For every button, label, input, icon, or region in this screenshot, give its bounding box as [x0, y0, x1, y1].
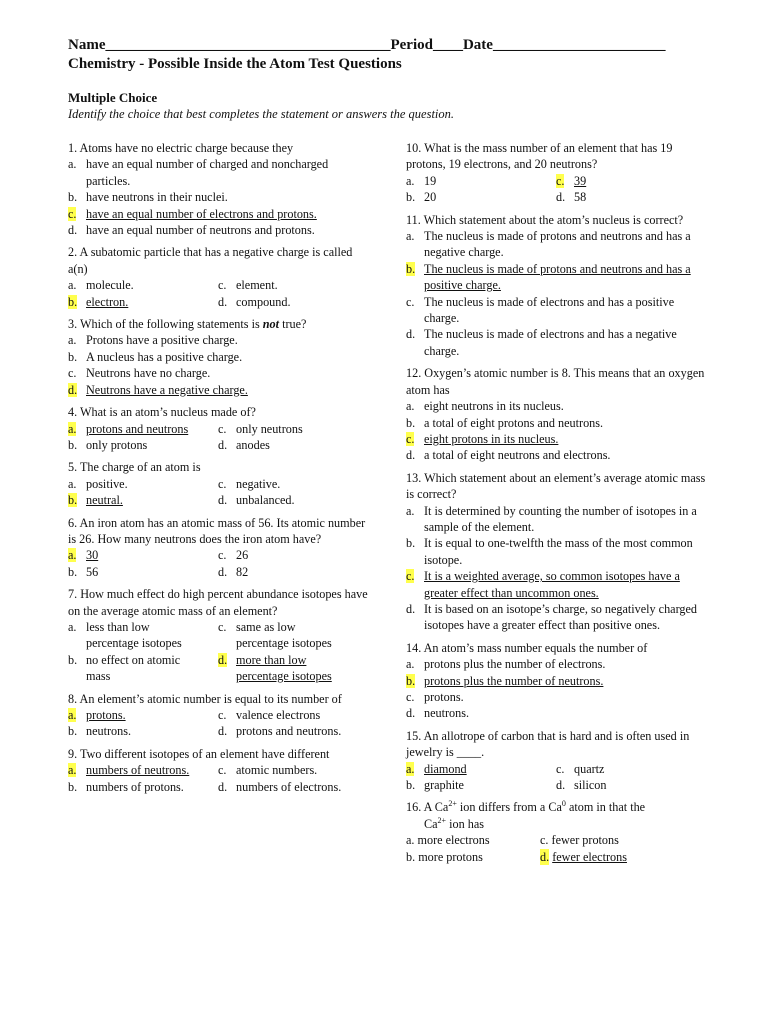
question-number: 4.: [68, 405, 78, 420]
question-stem: Which statement about the atom’s nucleus is correct?: [423, 212, 684, 227]
option-letter: d.: [406, 601, 416, 616]
option-text: diamond: [424, 761, 467, 776]
option-text: It is equal to one-twelfth the mass of the most common isotope.: [424, 536, 693, 567]
question-stem: An atom’s mass number equals the number of: [423, 640, 648, 655]
option-text: It is based on an isotope’s charge, so negatively charged isotopes have a greater effect than positive ones.: [424, 601, 698, 633]
question-number: 16.: [406, 800, 422, 815]
option-text: The nucleus is made of electrons and has a positive charge.: [424, 294, 675, 326]
option-d: [218, 492, 368, 508]
option-text: protons.: [424, 690, 464, 704]
option-text: silicon: [574, 778, 607, 793]
question-number: 1.: [68, 141, 78, 155]
option-text: less than low percentage isotopes: [86, 619, 182, 651]
option-a: [68, 332, 368, 348]
option-b: [406, 535, 706, 568]
option-letter: b.: [68, 779, 78, 794]
question-stem: A subatomic particle that has a negative charge is called a(n): [68, 245, 353, 276]
question-7: [68, 586, 368, 684]
option-a: [406, 503, 706, 536]
option-d: [218, 294, 368, 310]
option-letter: b.: [68, 652, 78, 667]
option-letter: c.: [218, 278, 227, 293]
option-text: more electrons: [417, 833, 490, 848]
answer-highlight: c.: [68, 206, 77, 221]
option-text: positive.: [86, 476, 128, 491]
option-c: [540, 832, 690, 848]
question-stem-emphasis: not: [262, 317, 280, 332]
question-4: [68, 404, 368, 453]
option-text: neutrons.: [86, 724, 132, 739]
question-2: [68, 244, 368, 310]
option-text: 82: [236, 564, 249, 579]
option-text: The nucleus is made of protons and neutrons and has a positive charge.: [424, 261, 691, 293]
question-stem: ion has: [446, 816, 484, 831]
question-number: 9.: [68, 746, 78, 761]
option-text: numbers of neutrons.: [86, 763, 190, 778]
option-letter: c.: [218, 763, 227, 778]
option-a: [68, 277, 218, 293]
option-d: [406, 601, 706, 634]
option-b: [68, 189, 368, 205]
option-text: a total of eight neutrons and electrons.: [424, 448, 611, 463]
answer-highlight: c.: [406, 431, 415, 446]
answer-highlight: a.: [406, 761, 415, 776]
option-text: 30: [86, 548, 99, 563]
option-text: A nucleus has a positive charge.: [86, 349, 243, 364]
question-15: [406, 728, 706, 794]
option-text: 58: [574, 190, 587, 205]
option-c-answer: [406, 431, 706, 447]
option-c: [218, 277, 368, 293]
option-letter: b.: [68, 724, 78, 739]
option-letter: b.: [406, 849, 416, 864]
question-number: 3.: [68, 317, 78, 332]
option-text: molecule.: [86, 278, 134, 293]
option-letter: b.: [406, 190, 416, 205]
option-text: compound.: [236, 294, 291, 309]
right-column: [406, 140, 706, 871]
option-d: [68, 222, 368, 238]
option-b: [406, 849, 540, 865]
option-text: protons plus the number of neutrons.: [424, 673, 604, 688]
answer-highlight: a.: [68, 708, 77, 722]
option-a: [406, 832, 540, 848]
option-letter: c.: [406, 294, 415, 309]
answer-highlight: d.: [218, 652, 228, 667]
option-c: [218, 707, 368, 723]
option-text: eight protons in its nucleus.: [424, 431, 559, 446]
option-text: The nucleus is made of protons and neutrons and has a negative charge.: [424, 229, 691, 260]
question-9: [68, 746, 368, 795]
question-number: 13.: [406, 470, 422, 485]
option-letter: a.: [68, 278, 77, 293]
option-letter: d.: [406, 448, 416, 463]
option-text: protons plus the number of electrons.: [424, 657, 606, 672]
option-a-answer: [68, 421, 218, 437]
option-c: [406, 689, 706, 705]
option-c: [406, 294, 706, 327]
question-stem: What is the mass number of an element that has 19 protons, 19 electrons, and 20 neutrons?: [406, 141, 673, 172]
option-text: fewer electrons: [552, 849, 627, 864]
question-stem: Which statement about an element’s average atomic mass is correct?: [406, 470, 706, 502]
option-letter: a.: [406, 657, 415, 672]
option-text: no effect on atomic mass: [86, 652, 181, 684]
question-number: 10.: [406, 141, 422, 155]
answer-highlight: c.: [556, 173, 565, 188]
option-text: 26: [236, 548, 249, 563]
option-text: a total of eight protons and neutrons.: [424, 415, 604, 430]
charge-superscript: 0: [561, 799, 566, 809]
option-text: neutral.: [86, 493, 123, 508]
instructions: Identify the choice that best completes the statement or answers the question.: [68, 107, 455, 121]
name-period-date-line: Name______________________________________Period____Date_______________________: [68, 37, 666, 53]
option-letter: d.: [218, 294, 228, 309]
question-stem: An allotrope of carbon that is hard and is often used in jewelry is ____.: [406, 728, 690, 760]
option-letter: c.: [556, 761, 565, 776]
option-letter: a.: [406, 503, 415, 518]
option-letter: a.: [406, 399, 415, 414]
option-letter: a.: [406, 173, 415, 188]
option-letter: d.: [556, 778, 566, 793]
option-text: numbers of protons.: [86, 779, 184, 794]
option-letter: d.: [556, 190, 566, 205]
option-a: [68, 476, 218, 492]
option-b-answer: [68, 294, 218, 310]
option-text: atomic numbers.: [236, 763, 318, 778]
option-letter: c.: [218, 548, 227, 563]
option-letter: a.: [68, 333, 77, 348]
option-letter: a.: [406, 833, 415, 848]
question-stem: Ca: [424, 816, 438, 831]
option-c: [218, 619, 368, 652]
option-a: [406, 656, 706, 672]
answer-highlight: b.: [406, 673, 416, 688]
question-number: 8.: [68, 691, 78, 706]
option-text: have an equal number of electrons and protons.: [86, 206, 317, 221]
option-c: [218, 547, 368, 563]
option-letter: b.: [68, 564, 78, 579]
option-c: [556, 761, 706, 777]
question-11: [406, 212, 706, 360]
option-d-answer: [540, 849, 690, 865]
option-text: electron.: [86, 294, 129, 309]
option-text: have neutrons in their nuclei.: [86, 190, 228, 205]
question-number: 5.: [68, 460, 78, 475]
option-d: [556, 189, 706, 205]
option-text: Neutrons have a negative charge.: [86, 382, 248, 397]
option-text: protons.: [86, 708, 126, 722]
option-text: protons and neutrons.: [236, 724, 342, 739]
option-text: more protons: [418, 849, 483, 864]
option-c-answer: [556, 173, 706, 189]
option-a: [68, 619, 218, 652]
option-b: [68, 437, 218, 453]
question-stem: A Ca: [423, 800, 449, 815]
question-stem: An iron atom has an atomic mass of 56. Its atomic number is 26. How many neutrons does the iron atom have?: [68, 515, 366, 546]
option-text: unbalanced.: [236, 493, 295, 508]
option-text: protons and neutrons: [86, 421, 189, 436]
answer-highlight: a.: [68, 421, 77, 436]
question-stem: An element’s atomic number is equal to its number of: [79, 691, 342, 706]
option-text: 39: [574, 173, 587, 188]
section-title: Multiple Choice: [68, 90, 158, 105]
answer-highlight: d.: [540, 849, 550, 864]
option-text: The nucleus is made of electrons and has a negative charge.: [424, 327, 677, 358]
option-letter: c.: [218, 476, 227, 491]
question-8: [68, 691, 368, 740]
option-c-answer: [68, 206, 368, 222]
option-b-answer: [68, 492, 218, 508]
option-letter: d.: [218, 779, 228, 794]
option-letter: d.: [406, 706, 416, 721]
option-text: Neutrons have no charge.: [86, 366, 211, 381]
charge-superscript: 2+: [448, 799, 457, 809]
option-a: [406, 398, 706, 414]
option-a-answer: [406, 761, 556, 777]
option-text: same as low percentage isotopes: [236, 619, 332, 651]
option-a-answer: [68, 707, 218, 723]
option-letter: d.: [218, 493, 228, 508]
option-letter: a.: [68, 157, 77, 172]
option-text: graphite: [424, 778, 464, 793]
question-5: [68, 459, 368, 508]
option-d: [218, 723, 368, 739]
question-stem: Oxygen’s atomic number is 8. This means that an oxygen atom has: [406, 366, 705, 397]
option-b: [406, 415, 706, 431]
option-text: It is determined by counting the number of isotopes in a sample of the element.: [424, 503, 697, 534]
option-text: only neutrons: [236, 421, 303, 436]
option-letter: b.: [406, 536, 416, 551]
option-text: eight neutrons in its nucleus.: [424, 399, 564, 414]
option-letter: b.: [68, 349, 78, 364]
option-letter: c.: [218, 708, 227, 722]
option-text: numbers of electrons.: [236, 779, 342, 794]
question-12: [406, 365, 706, 463]
option-letter: d.: [218, 564, 228, 579]
option-letter: b.: [406, 778, 416, 793]
option-c: [218, 476, 368, 492]
option-d: [406, 447, 706, 463]
question-16: [406, 799, 706, 865]
option-b: [68, 564, 218, 580]
question-stem: Atoms have no electric charge because they: [79, 141, 294, 155]
question-number: 12.: [406, 366, 422, 381]
question-stem: The charge of an atom is: [79, 460, 201, 475]
option-letter: a.: [68, 619, 77, 634]
option-d: [406, 705, 706, 721]
option-b-answer: [406, 673, 706, 689]
option-text: valence electrons: [236, 708, 321, 722]
option-b: [406, 189, 556, 205]
option-text: have an equal number of neutrons and protons.: [86, 223, 315, 238]
option-text: more than low percentage isotopes: [236, 652, 332, 684]
option-text: 19: [424, 173, 437, 188]
question-number: 6.: [68, 515, 78, 530]
question-stem: What is an atom’s nucleus made of?: [79, 405, 256, 420]
question-stem-end: true?: [279, 317, 307, 332]
question-stem: ion differs from a Ca: [456, 800, 562, 815]
option-text: Protons have a positive charge.: [86, 333, 238, 348]
question-number: 11.: [406, 212, 421, 227]
answer-highlight: a.: [68, 763, 77, 778]
option-text: anodes: [236, 437, 270, 452]
option-a: [406, 173, 556, 189]
option-text: It is a weighted average, so common isotopes have a greater effect than uncommon ones.: [424, 569, 680, 600]
option-text: only protons: [86, 437, 148, 452]
question-number: 2.: [68, 245, 78, 260]
option-d: [218, 437, 368, 453]
question-number: 15.: [406, 728, 422, 743]
question-stem: How much effect do high percent abundance isotopes have on the average atomic mass of an element?: [68, 587, 368, 618]
option-b: [68, 652, 218, 685]
option-d-answer: [218, 652, 368, 685]
question-1: [68, 140, 368, 238]
option-text: element.: [236, 278, 278, 293]
left-column: [68, 140, 368, 801]
option-text: 56: [86, 564, 99, 579]
question-stem: atom in that the: [565, 800, 646, 815]
option-letter: b.: [406, 415, 416, 430]
answer-highlight: b.: [68, 294, 78, 309]
option-text: have an equal number of charged and noncharged particles.: [86, 157, 329, 188]
option-letter: a.: [406, 229, 415, 244]
option-letter: d.: [68, 223, 78, 238]
answer-highlight: d.: [68, 382, 78, 397]
question-stem: Which of the following statements is: [79, 317, 263, 332]
option-text: 20: [424, 190, 437, 205]
option-b-answer: [406, 261, 706, 294]
option-b: [68, 349, 368, 365]
option-b: [406, 777, 556, 793]
option-a: [406, 228, 706, 261]
option-d: [406, 326, 706, 359]
question-13: [406, 470, 706, 634]
question-10: [406, 140, 706, 206]
option-c: [68, 365, 368, 381]
option-text: neutrons.: [424, 706, 470, 721]
question-number: 14.: [406, 640, 422, 655]
answer-highlight: a.: [68, 548, 77, 563]
option-letter: b.: [68, 190, 78, 205]
answer-highlight: b.: [68, 493, 78, 508]
question-stem: Two different isotopes of an element have different: [79, 746, 330, 761]
option-c: [218, 762, 368, 778]
option-d: [218, 779, 368, 795]
option-a-answer: [68, 762, 218, 778]
option-letter: a.: [68, 476, 77, 491]
option-letter: b.: [68, 437, 78, 452]
option-letter: c.: [68, 366, 77, 381]
option-letter: c.: [218, 619, 227, 634]
option-a-answer: [68, 547, 218, 563]
option-a: [68, 156, 368, 189]
answer-highlight: c.: [406, 569, 415, 584]
charge-superscript: 2+: [437, 815, 447, 825]
question-14: [406, 640, 706, 722]
option-d: [218, 564, 368, 580]
option-c-answer: [406, 568, 706, 601]
option-c: [218, 421, 368, 437]
option-letter: d.: [406, 327, 416, 342]
page-title: Chemistry - Possible Inside the Atom Test Questions: [68, 56, 402, 72]
option-letter: d.: [218, 437, 228, 452]
option-text: fewer protons: [551, 833, 619, 848]
option-letter: c.: [406, 690, 415, 704]
option-d: [556, 777, 706, 793]
question-3: [68, 316, 368, 398]
question-6: [68, 515, 368, 581]
option-b: [68, 723, 218, 739]
option-letter: c.: [218, 421, 227, 436]
option-d-answer: [68, 382, 368, 398]
option-text: quartz: [574, 761, 605, 776]
option-letter: d.: [218, 724, 228, 739]
answer-highlight: b.: [406, 261, 416, 276]
option-letter: c.: [540, 833, 549, 848]
option-text: negative.: [236, 476, 281, 491]
question-number: 7.: [68, 587, 78, 602]
option-b: [68, 779, 218, 795]
